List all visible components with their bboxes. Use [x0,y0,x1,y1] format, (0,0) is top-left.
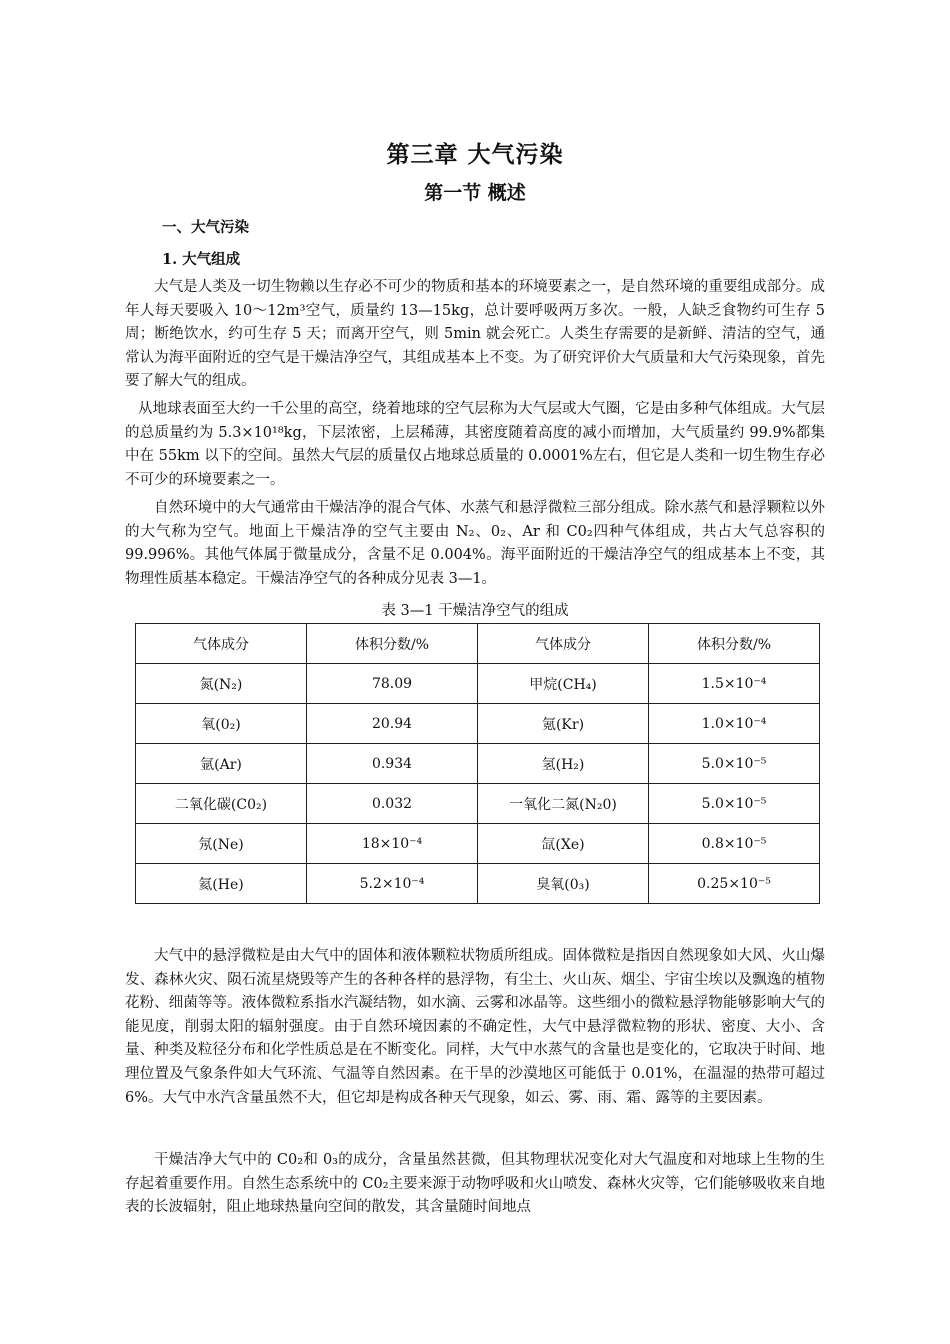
table-cell: 氖(Ne) [136,824,307,864]
table-cell: 5.2×10⁻⁴ [307,864,478,904]
table-cell: 0.032 [307,784,478,824]
table-cell: 0.8×10⁻⁵ [649,824,820,864]
paragraph-5: 干燥洁净大气中的 C0₂和 0₃的成分，含量虽然甚微，但其物理状况变化对大气温度和对地球上生物的生存起着重要作用。自然生态系统中的 C0₂主要来源于动物呼吸和火山喷发、森林火灾等，它们能够吸收来自地表的长波辐射，阻止地球热量向空间的散发，其含量随时间地点 [125,1152,825,1216]
heading-air-pollution: 一、大气污染 [162,219,249,236]
air-composition-table [135,623,820,904]
table-row [136,664,820,704]
table-row [136,704,820,744]
paragraph-1: 大气是人类及一切生物赖以生存必不可少的物质和基本的环境要素之一，是自然环境的重要组成部分。成年人每天要吸入 10～12m³空气，质量约 13—15kg，总计要呼吸两万多次。一般，人缺乏食物约可生存 5 周；断绝饮水，约可生存 5 天；而离开空气，则 5min 就会死亡。人类生存需要的是新鲜、清洁的空气，通常认为海平面附近的空气是干燥洁净空气，其组成基本上不变。为了研究评价大气质量和大气污染现象，首先要了解大气的组成。 [125,279,825,390]
table-cell: 1.0×10⁻⁴ [649,704,820,744]
table-cell: 78.09 [307,664,478,704]
table-row [136,784,820,824]
table-cell: 5.0×10⁻⁵ [649,744,820,784]
table-cell: 氦(He) [136,864,307,904]
table-cell: 一氧化二氮(N₂0) [478,784,649,824]
table-row [136,864,820,904]
paragraph-3: 自然环境中的大气通常由干燥洁净的混合气体、水蒸气和悬浮微粒三部分组成。除水蒸气和悬浮颗粒以外的大气称为空气。地面上干燥洁净的空气主要由 N₂、0₂、Ar 和 C0₂四种气体组成，共占大气总容积的 99.996%。其他气体属于微量成分，含量不足 0.004%。海平面附近的干燥洁净空气的组成基本上不变，其物理性质基本稳定。干燥洁净空气的各种成分见表 3—1。 [125,500,825,587]
table-header-cell: 体积分数/% [649,624,820,664]
table-cell: 氧(0₂) [136,704,307,744]
table-cell: 0.25×10⁻⁵ [649,864,820,904]
table-header-cell: 气体成分 [136,624,307,664]
paragraph-4: 大气中的悬浮微粒是由大气中的固体和液体颗粒状物质所组成。固体微粒是指因自然现象如大风、火山爆发、森林火灾、陨石流星烧毁等产生的各种各样的悬浮物，有尘土、火山灰、烟尘、宇宙尘埃以及飘逸的植物花粉、细菌等等。液体微粒系指水汽凝结物，如水滴、云雾和冰晶等。这些细小的微粒悬浮物能够影响大气的能见度，削弱太阳的辐射强度。由于自然环境因素的不确定性，大气中悬浮微粒物的形状、密度、大小、含量、种类及粒径分布和化学性质总是在不断变化。同样，大气中水蒸气的含量也是变化的，它取决于时间、地理位置及气象条件如大气环流、气温等自然因素。在干旱的沙漠地区可能低于 0.01%，在温湿的热带可超过 6%。大气中水汽含量虽然不大，但它却是构成各种天气现象，如云、雾、雨、霜、露等的主要因素。 [125,948,825,1106]
table-cell: 20.94 [307,704,478,744]
table-row [136,824,820,864]
table-header-cell: 气体成分 [478,624,649,664]
table-cell: 氪(Kr) [478,704,649,744]
table-header-cell: 体积分数/% [307,624,478,664]
table-cell: 18×10⁻⁴ [307,824,478,864]
table-row [136,744,820,784]
heading-air-composition: 1. 大气组成 [162,251,241,268]
paragraph-2: 从地球表面至大约一千公里的高空，绕着地球的空气层称为大气层或大气圈，它是由多种气体组成。大气层的总质量约为 5.3×10¹⁸kg，下层浓密，上层稀薄，其密度随着高度的减小而增加，大气质量约 99.9%都集中在 55km 以下的空间。虽然大气层的质量仅占地球总质量的 0.0001%左右，但它是人类和一切生物生存必不可少的环境要素之一。 [125,401,825,488]
section-title: 第一节 概述 [424,182,526,204]
table-cell: 甲烷(CH₄) [478,664,649,704]
table-cell: 0.934 [307,744,478,784]
table-cell: 臭氧(0₃) [478,864,649,904]
table-cell: 二氧化碳(C0₂) [136,784,307,824]
table-cell: 氮(N₂) [136,664,307,704]
table-cell: 氢(H₂) [478,744,649,784]
table-cell: 1.5×10⁻⁴ [649,664,820,704]
table-header-row [136,624,820,664]
chapter-title: 第三章 大气污染 [386,141,564,168]
table-cell: 5.0×10⁻⁵ [649,784,820,824]
table-caption: 表 3—1 干燥洁净空气的组成 [381,603,569,619]
table-cell: 氙(Xe) [478,824,649,864]
table-cell: 氩(Ar) [136,744,307,784]
